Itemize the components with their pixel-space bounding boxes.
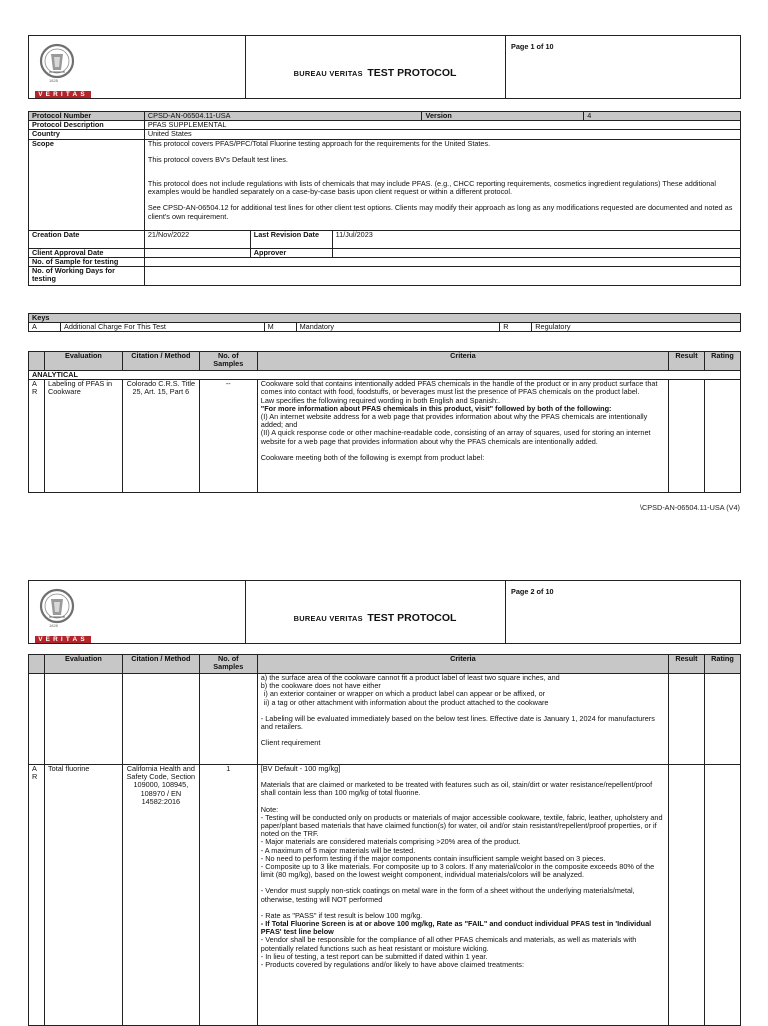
working-days-label: No. of Working Days for testing: [29, 267, 145, 286]
cont-evaluation-note: - Labeling will be evaluated immediately based on the below test lines. Effective date is January 1, 2024 for manufacturers and retailers.: [260, 713, 655, 732]
creation-date-value: 21/Nov/2022: [144, 230, 250, 248]
row2-note-5: - Composite up to 3 like materials. For composite up to 3 colors. If any material/color in the composite exceeds 80% of the limit (80 mg/kg), based on the lowest weight component, individual materials/colors will be analyzed.: [260, 862, 655, 880]
row2-rating-2: - If Total Fluorine Screen is at or above 100 mg/kg, Rate as "FAIL" and conduct individual PFAS test in 'Individual PFAS' test line below: [260, 919, 652, 937]
scope-value: [144, 139, 740, 230]
bureau-veritas-seal-logo: [39, 587, 75, 627]
row2-paragraph-1: Materials that are claimed or marketed to be treated with features such as oil, stain/dirt or water resistance/repellent/proof shall contain less than 100 mg/kg of total fluorine.: [260, 780, 653, 798]
page-number-cell: [505, 36, 740, 98]
row2-citation: California Health and Safety Code, Section 109000, 108945, 108970 / EN 14582:2016: [122, 765, 199, 1026]
key-r: R: [500, 323, 532, 332]
row2-key-r: R: [32, 772, 38, 782]
row1-evaluation: Labeling of PFAS in Cookware: [44, 380, 122, 493]
section-analytical: ANALYTICAL: [29, 371, 741, 380]
eval-header-row-page2: [29, 655, 741, 674]
row1-criteria-3: "For more information about PFAS chemicals in this product, visit" followed by both of the following:: [260, 403, 612, 413]
country-label: Country: [29, 130, 145, 139]
row-total-fluorine: [29, 765, 741, 1026]
eval-header-key: [29, 352, 45, 371]
eval-header-criteria: Criteria: [257, 352, 668, 371]
working-days-row: [29, 267, 741, 286]
row2-samples: 1: [199, 765, 257, 1026]
protocol-description-value: PFAS SUPPLEMENTAL: [144, 121, 740, 130]
row1-criteria-1: Cookware sold that contains intentionally added PFAS chemicals in the handle of the product or in any product surface that comes into contact with food, foodstuffs, or beverages must list the presence of PFAS chemicals on the product label.: [260, 379, 658, 397]
approver-value: [332, 248, 740, 257]
row1-rating: [704, 380, 740, 493]
page1-header: [28, 35, 741, 99]
cont-result: [668, 674, 704, 765]
row2-note-3: - A maximum of 5 major materials will be tested.: [260, 845, 416, 855]
row2-default: [BV Default - 100 mg/kg]: [260, 764, 341, 773]
row2-rating: [704, 765, 740, 1026]
row1-criteria: [257, 380, 668, 493]
country-row: [29, 130, 741, 139]
row1-criteria-5: (II) A quick response code or other machine-readable code, consisting of an array of squares, used for storing an internet website for a web page that provides information about why the PFAS chemicals are intentionally added.: [260, 428, 651, 446]
key-m-text: Mandatory: [296, 323, 500, 332]
scope-line-4: See CPSD-AN-06504.12 for additional test lines for other client test options. Clients may modify their approach as long as any modifications requested are documented and noted as client's own requirement.: [147, 203, 733, 221]
row2-note-6: - Vendor must supply non-stick coatings on metal ware in the form of a sheet without the underlying materials/metal, otherwise, testing will NOT performed: [260, 886, 635, 904]
row2-rating-4: - In lieu of testing, a test report can be submitted if dated within 1 year.: [260, 951, 488, 961]
keys-title: Keys: [29, 314, 741, 323]
row1-citation: Colorado C.R.S. Title 25, Art. 15, Part 6: [122, 380, 199, 493]
eval-header-criteria-page2: Criteria: [257, 655, 668, 674]
key-a-text: Additional Charge For This Test: [60, 323, 264, 332]
protocol-description-label: Protocol Description: [29, 121, 145, 130]
keys-table: [28, 313, 741, 332]
protocol-number-value: CPSD-AN-06504.11-USA: [144, 112, 422, 121]
keys-row: [29, 323, 741, 332]
version-value: 4: [584, 112, 741, 121]
creation-row: [29, 230, 741, 248]
row1-criteria-2: Law specifies the following required wording in both English and Spanish:.: [260, 395, 501, 405]
eval-header-samples: No. of Samples: [199, 352, 257, 371]
approver-label: Approver: [250, 248, 332, 257]
page2-header: [28, 580, 741, 644]
row1-key-a: A: [32, 379, 37, 389]
client-approval-label: Client Approval Date: [29, 248, 145, 257]
title-protocol: TEST PROTOCOL: [367, 67, 457, 79]
cont-evaluation: [44, 674, 122, 765]
eval-header-result-page2: Result: [668, 655, 704, 674]
page-number-cell-page2: [505, 581, 740, 643]
row1-criteria-4: (I) An internet website address for a web page that provides information about why the PFAS chemicals are intentionally added; and: [260, 412, 648, 430]
scope-line-3: This protocol does not include regulations with lists of chemicals that may include PFAS. (e.g., CHCC reporting requirements, cosmetics ingredient regulations) These additional examples would be handled separately on a case-by-case basis upon client request or within a different protocol.: [147, 179, 716, 197]
last-revision-value: 11/Jul/2023: [332, 230, 740, 248]
protocol-number-row: [29, 112, 741, 121]
logo-cell-page2: [29, 581, 246, 643]
row1-key-r: R: [32, 387, 38, 397]
scope-line-2: This protocol covers BV's Default test lines.: [147, 154, 288, 164]
logo-year: 1828: [49, 78, 58, 83]
row-labeling-continued: [29, 674, 741, 765]
eval-header-citation: Citation / Method: [122, 352, 199, 371]
scope-line-1: This protocol covers PFAS/PFC/Total Fluorine testing approach for the requirements for the United States.: [147, 138, 491, 148]
row2-result: [668, 765, 704, 1026]
row2-key-a: A: [32, 764, 37, 773]
row2-rating-5: - Products covered by regulations and/or likely to have above claimed treatments:: [260, 960, 524, 970]
eval-header-evaluation-page2: Evaluation: [44, 655, 122, 674]
logo-word-veritas: VERITAS: [35, 91, 91, 98]
samples-value: [144, 257, 740, 266]
title-protocol-page2: TEST PROTOCOL: [367, 612, 457, 624]
document-title: [245, 63, 505, 81]
row2-rating-3: - Vendor shall be responsible for the compliance of all other PFAS chemicals and materials, as well as materials with potentially related functions such as heat resistant or moisture wicking.: [260, 935, 637, 953]
title-company: BUREAU VERITAS: [293, 69, 363, 78]
evaluation-table-page2: [28, 654, 741, 1026]
eval-header-citation-page2: Citation / Method: [122, 655, 199, 674]
evaluation-table-page1: [28, 351, 741, 493]
cont-samples: [199, 674, 257, 765]
cont-line-2: b) the cookware does not have either: [260, 681, 381, 691]
row1-keys: [29, 380, 45, 493]
protocol-info-table: [28, 111, 741, 286]
eval-header-evaluation: Evaluation: [44, 352, 122, 371]
cont-rating: [704, 674, 740, 765]
document-title-page2: [245, 608, 505, 626]
cont-line-4: ii) a tag or other attachment with information about the product attached to the cookware: [263, 697, 549, 707]
cont-client-requirement: Client requirement: [260, 738, 321, 748]
key-r-text: Regulatory: [532, 323, 741, 332]
row2-criteria: [257, 765, 668, 1026]
logo-cell: [29, 36, 246, 98]
working-days-value: [144, 267, 740, 286]
page-number: Page 1 of 10: [511, 42, 554, 51]
scope-label: Scope: [29, 139, 145, 230]
cont-line-1: a) the surface area of the cookware cannot fit a product label of least two square inches, and: [260, 673, 560, 682]
logo-year-page2: 1828: [49, 623, 58, 628]
row2-note-1: - Testing will be conducted only on products or materials of major accessible cookware, textile, fabric, leather, upholstery and paper/plant based materials that have claimed function(s) for water, oil and/or stain resistant/repellent/proof properties, or if noted on the TRF.: [260, 812, 663, 839]
row2-rating-1: - Rate as "PASS" if test result is below 100 mg/kg.: [260, 910, 423, 920]
samples-row: [29, 257, 741, 266]
scope-row: [29, 139, 741, 230]
version-label: Version: [422, 112, 584, 121]
cont-criteria: [257, 674, 668, 765]
row1-samples: --: [199, 380, 257, 493]
last-revision-label: Last Revision Date: [250, 230, 332, 248]
logo-word-bureau: BUREAU: [39, 83, 87, 90]
client-approval-row: [29, 248, 741, 257]
title-company-page2: BUREAU VERITAS: [293, 614, 363, 623]
row2-keys: [29, 765, 45, 1026]
row1-criteria-6: Cookware meeting both of the following is exempt from product label:: [260, 452, 485, 462]
country-value: United States: [144, 130, 740, 139]
protocol-number-label: Protocol Number: [29, 112, 145, 121]
eval-header-samples-page2: No. of Samples: [199, 655, 257, 674]
eval-header-rating-page2: Rating: [704, 655, 740, 674]
row1-result: [669, 380, 705, 493]
title-cell: [245, 36, 506, 98]
cont-key: [29, 674, 45, 765]
row2-note-label: Note:: [260, 804, 279, 814]
samples-label: No. of Sample for testing: [29, 257, 145, 266]
row2-note-4: - No need to perform testing if the major components contain insufficient sample weight based on 3 pieces.: [260, 853, 606, 863]
row2-note-2: - Major materials are considered materials comprising >20% area of the product.: [260, 837, 521, 847]
bureau-veritas-seal-logo: [39, 42, 75, 82]
row-labeling-pfas: [29, 380, 741, 493]
cont-citation: [122, 674, 199, 765]
client-approval-value: [144, 248, 250, 257]
logo-word-bureau-page2: BUREAU: [39, 628, 87, 635]
eval-header-result: Result: [669, 352, 705, 371]
protocol-description-row: [29, 121, 741, 130]
key-m: M: [264, 323, 296, 332]
footer-document-reference: \CPSD-AN-06504.11-USA (V4): [639, 503, 740, 512]
row2-evaluation: Total fluorine: [44, 765, 122, 1026]
title-cell-page2: [245, 581, 506, 643]
cont-line-3: i) an exterior container or wrapper on which a product label can appear or be affixed, or: [263, 689, 546, 699]
eval-header-row: [29, 352, 741, 371]
key-a: A: [29, 323, 61, 332]
creation-date-label: Creation Date: [29, 230, 145, 248]
eval-header-rating: Rating: [704, 352, 740, 371]
eval-header-key-page2: [29, 655, 45, 674]
page-number-page2: Page 2 of 10: [511, 587, 554, 596]
logo-word-veritas-page2: VERITAS: [35, 636, 91, 643]
